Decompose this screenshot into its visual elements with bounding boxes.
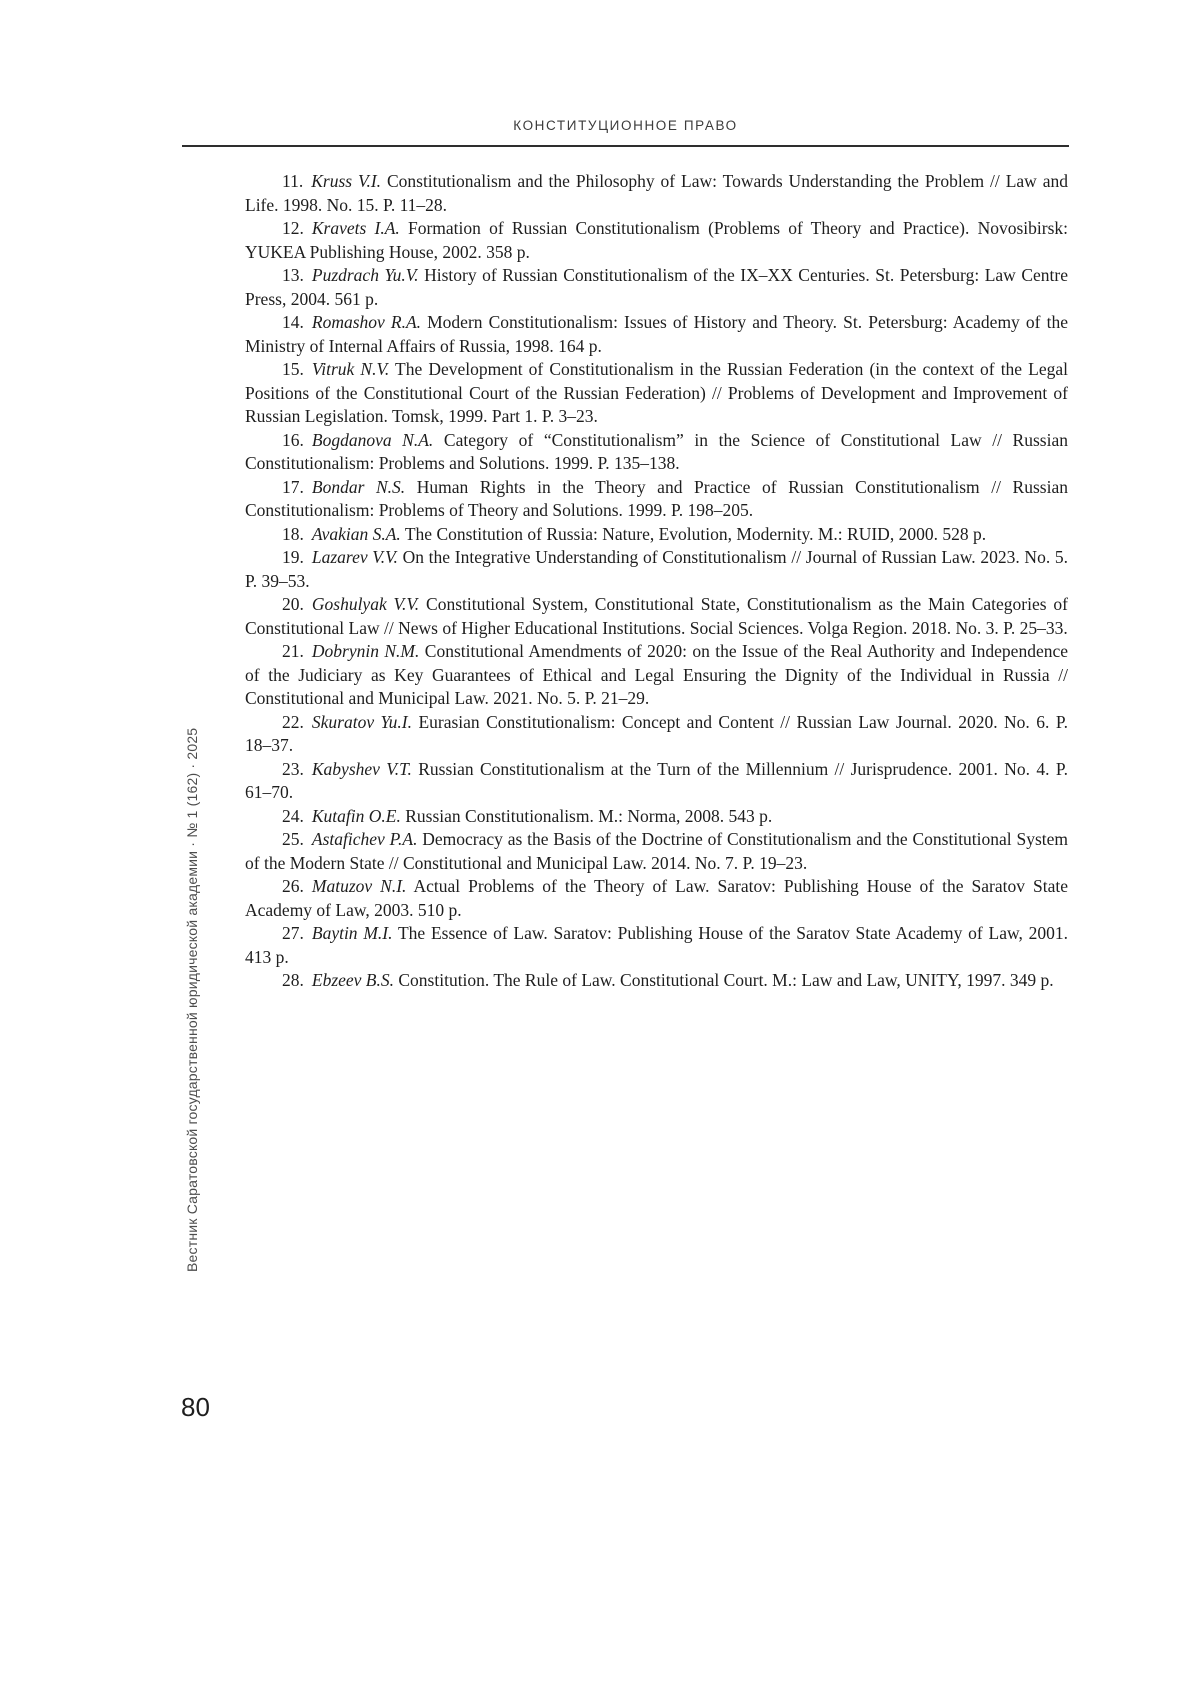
reference-number: 25. (282, 829, 304, 849)
reference-author: Romashov R.A. (311, 312, 422, 332)
reference-item: 19. Lazarev V.V. On the Integrative Understanding of Constitutionalism // Journal of Russian Law. 2023. No. 5. P. 39–53. (245, 547, 1069, 591)
journal-imprint-vertical: Вестник Саратовской государственной юридической академии · № 1 (162) · 2025 (184, 727, 200, 1272)
reference-author: Avakian S.A. (311, 523, 401, 544)
reference-number: 17. (282, 476, 304, 497)
reference-author: Kravets I.A. (311, 218, 400, 238)
reference-author: Vitruk N.V. (311, 359, 390, 379)
reference-author: Skuratov Yu.I. (311, 711, 412, 732)
reference-number: 23. (282, 758, 304, 779)
reference-number: 21. (282, 641, 304, 661)
reference-item: 28. Ebzeev B.S. Constitution. The Rule of Law. Constitutional Court. M.: Law and Law, UNITY, 1997. 349 p. (282, 970, 1054, 990)
reference-author: Astafichev P.A. (311, 829, 418, 849)
reference-author: Kruss V.I. (311, 171, 382, 191)
reference-number: 11. (282, 171, 304, 191)
reference-item: 20. Goshulyak V.V. Constitutional System, Constitutional State, Constitutionalism as the Main Categories of Constitutional Law // News of Higher Educational Institutions. Social Sciences. Volga Region. 2018. No. 3. P. 25–33. (245, 594, 1068, 638)
reference-number: 26. (282, 876, 304, 896)
reference-item: 22. Skuratov Yu.I. Eurasian Constitutionalism: Concept and Content // Russian Law Journal. 2020. No. 6. P. 18–37. (245, 711, 1068, 755)
reference-item: 14. Romashov R.A. Modern Constitutionalism: Issues of History and Theory. St. Petersburg: Academy of the Ministry of Internal Affairs of Russia, 1998. 164 p. (245, 312, 1068, 356)
reference-number: 12. (282, 218, 304, 238)
reference-item: 25. Astafichev P.A. Democracy as the Basis of the Doctrine of Constitutionalism and the Constitutional System of the Modern State // Constitutional and Municipal Law. 2014. No. 7. P. 19–23. (245, 829, 1068, 873)
reference-number: 16. (282, 429, 304, 450)
reference-item: 26. Matuzov N.I. Actual Problems of the Theory of Law. Saratov: Publishing House of the Saratov State Academy of Law, 2003. 510 p. (245, 876, 1068, 920)
reference-author: Bogdanova N.A. (311, 429, 434, 450)
reference-number: 15. (282, 359, 304, 379)
reference-author: Baytin M.I. (311, 923, 393, 943)
references-list (245, 170, 1068, 993)
reference-item: 23. Kabyshev V.T. Russian Constitutionalism at the Turn of the Millennium // Jurisprudence. 2001. No. 4. P. 61–70. (245, 758, 1068, 802)
reference-author: Bondar N.S. (311, 476, 406, 497)
reference-item: 11. Kruss V.I. Constitutionalism and the Philosophy of Law: Towards Understanding the Problem // Law and Life. 1998. No. 15. P. 11–28. (245, 171, 1068, 215)
reference-author: Matuzov N.I. (311, 876, 407, 896)
reference-item: 13. Puzdrach Yu.V. History of Russian Constitutionalism of the IX–XX Centuries. St. Petersburg: Law Centre Press, 2004. 561 p. (245, 265, 1069, 309)
page-number: 80 (181, 1392, 210, 1422)
reference-number: 24. (282, 805, 304, 826)
reference-item: 17. Bondar N.S. Human Rights in the Theory and Practice of Russian Constitutionalism // Russian Constitutionalism: Problems of Theory and Solutions. 1999. P. 198–205. (245, 476, 1068, 520)
reference-number: 18. (282, 523, 304, 544)
reference-item: 21. Dobrynin N.M. Constitutional Amendments of 2020: on the Issue of the Real Authority and Independence of the Judiciary as Key Guarantees of Ethical and Legal Ensuring the Dignity of the Individual in Russia // Constitutional and Municipal Law. 2021. No. 5. P. 21–29. (245, 641, 1068, 708)
reference-item: 15. Vitruk N.V. The Development of Constitutionalism in the Russian Federation (in the context of the Legal Positions of the Constitutional Court of the Russian Federation) // Problems of Development and Improvement of Russian Legislation. Tomsk, 1999. Part 1. P. 3–23. (245, 359, 1068, 426)
reference-author: Puzdrach Yu.V. (311, 265, 419, 285)
reference-item: 12. Kravets I.A. Formation of Russian Constitutionalism (Problems of Theory and Practice). Novosibirsk: YUKEA Publishing House, 2002. 358 p. (245, 218, 1068, 262)
running-head: КОНСТИТУЦИОННОЕ ПРАВО (513, 118, 738, 133)
reference-author: Lazarev V.V. (311, 547, 398, 567)
reference-number: 22. (282, 711, 304, 732)
reference-number: 20. (282, 594, 304, 614)
reference-author: Kutafin O.E. (311, 805, 401, 826)
reference-item: 18. Avakian S.A. The Constitution of Russia: Nature, Evolution, Modernity. M.: RUID, 2000. 528 p. (282, 523, 987, 544)
reference-number: 13. (282, 265, 304, 285)
reference-number: 27. (282, 923, 304, 943)
reference-author: Kabyshev V.T. (311, 758, 412, 779)
header-rule (182, 145, 1069, 147)
reference-item: 24. Kutafin O.E. Russian Constitutionalism. M.: Norma, 2008. 543 p. (282, 805, 773, 826)
reference-item: 27. Baytin M.I. The Essence of Law. Saratov: Publishing House of the Saratov State Academy of Law, 2001. 413 p. (245, 923, 1069, 967)
reference-author: Goshulyak V.V. (311, 594, 420, 614)
reference-author: Dobrynin N.M. (311, 641, 420, 661)
reference-number: 19. (282, 547, 304, 567)
reference-number: 14. (282, 312, 304, 332)
reference-author: Ebzeev B.S. (311, 970, 394, 990)
reference-item: 16. Bogdanova N.A. Category of “Constitutionalism” in the Science of Constitutional Law // Russian Constitutionalism: Problems and Solutions. 1999. P. 135–138. (245, 429, 1068, 473)
reference-number: 28. (282, 970, 304, 990)
